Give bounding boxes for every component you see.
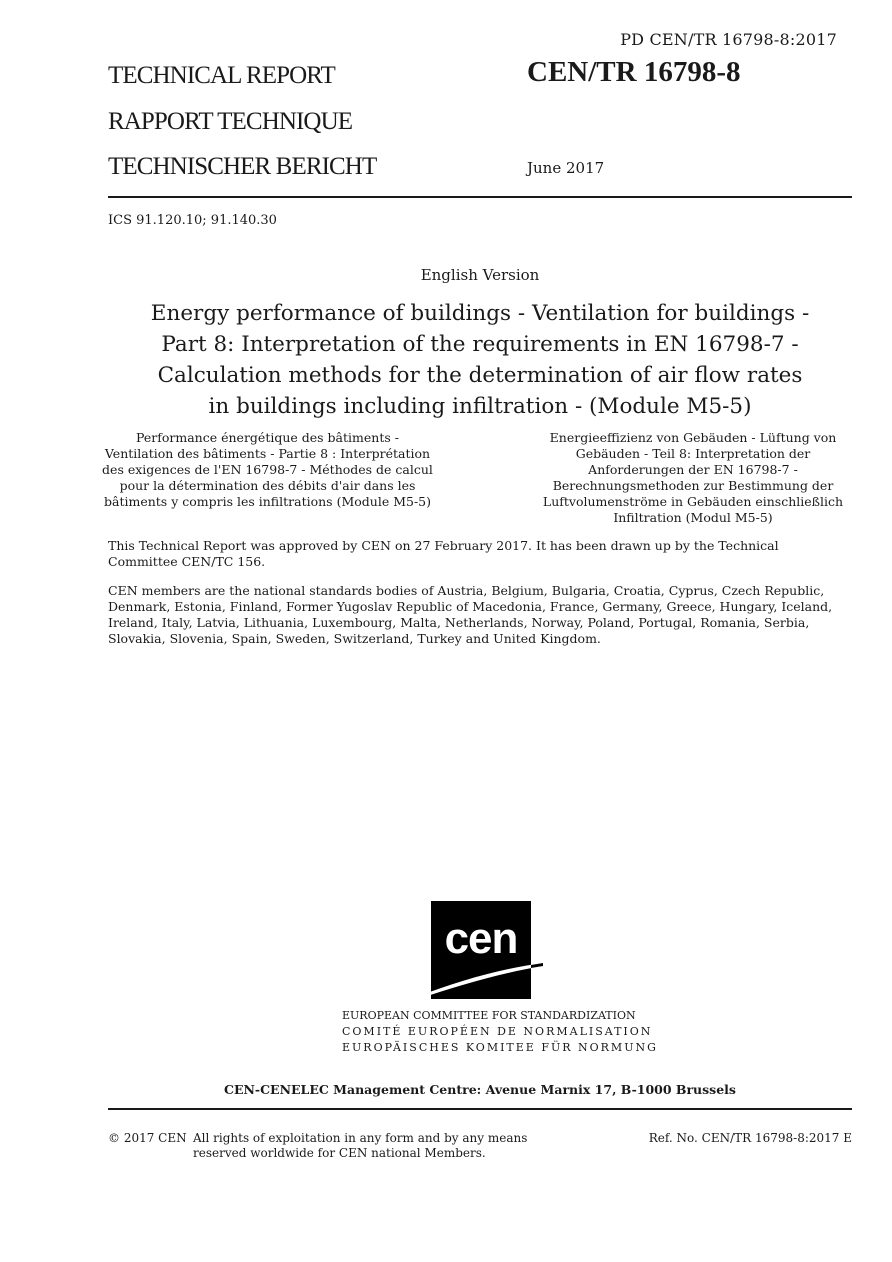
organization-name-french: COMITÉ EUROPÉEN DE NORMALISATION [342, 1025, 653, 1038]
cen-logo [419, 901, 543, 1001]
approval-paragraph: This Technical Report was approved by CEN on 27 February 2017. It has been drawn up by the Technical Committee CEN/TC 156. [108, 538, 779, 569]
pd-reference: PD CEN/TR 16798-8:2017 [620, 30, 837, 49]
title-french: Performance énergétique des bâtiments - Ventilation des bâtiments - Partie 8 : Interprétation des exigences de l'EN 16798-7 - Méthodes de calcul pour la détermination des débits d'air dans les bâtiments y compris les infiltrations (Module M5-5) [102, 430, 433, 509]
cen-logo-swoosh-outer [531, 963, 543, 968]
copyright-notice: © 2017 CEN [108, 1131, 187, 1145]
organization-name-english: EUROPEAN COMMITTEE FOR STANDARDIZATION [342, 1009, 636, 1022]
organization-name-german: EUROPÄISCHES KOMITEE FÜR NORMUNG [342, 1041, 658, 1054]
title-german: Energieeffizienz von Gebäuden - Lüftung von Gebäuden - Teil 8: Interpretation der Anforderungen der EN 16798-7 - Berechnungsmethoden zur Bestimmung der Luftvolumenströme in Gebäuden einschließlich Infiltration (Modul M5-5) [542, 430, 844, 525]
cen-logo-text: cen [444, 914, 518, 963]
document-type-german: TECHNISCHER BERICHT [108, 153, 377, 180]
rights-notice: All rights of exploitation in any form and by any means reserved worldwide for CEN national Members. [193, 1131, 528, 1160]
publication-date: June 2017 [527, 159, 605, 177]
standard-number: CEN/TR 16798-8 [527, 56, 741, 88]
language-version: English Version [420, 266, 540, 284]
document-type-english: TECHNICAL REPORT [108, 62, 335, 89]
management-centre-address: CEN-CENELEC Management Centre: Avenue Marnix 17, B-1000 Brussels [224, 1082, 736, 1097]
header-divider [108, 196, 852, 198]
reference-number: Ref. No. CEN/TR 16798-8:2017 E [648, 1131, 852, 1145]
document-title: Energy performance of buildings - Ventilation for buildings - Part 8: Interpretation of the requirements in EN 16798-7 - Calculation methods for the determination of air flow rates in buildings including infiltration - (Module M5-5) [150, 301, 810, 419]
footer-divider [108, 1108, 852, 1110]
members-paragraph: CEN members are the national standards bodies of Austria, Belgium, Bulgaria, Croatia, Cyprus, Czech Republic, Denmark, Estonia, Finland, Former Yugoslav Republic of Macedonia, France, Germany, Greece, Hungary, Iceland, Ireland, Italy, Latvia, Lithuania, Luxembourg, Malta, Netherlands, Norway, Poland, Portugal, Romania, Serbia, Slovakia, Slovenia, Spain, Sweden, Switzerland, Turkey and United Kingdom. [108, 583, 833, 646]
document-type-french: RAPPORT TECHNIQUE [108, 108, 353, 135]
ics-codes: ICS 91.120.10; 91.140.30 [108, 213, 277, 228]
